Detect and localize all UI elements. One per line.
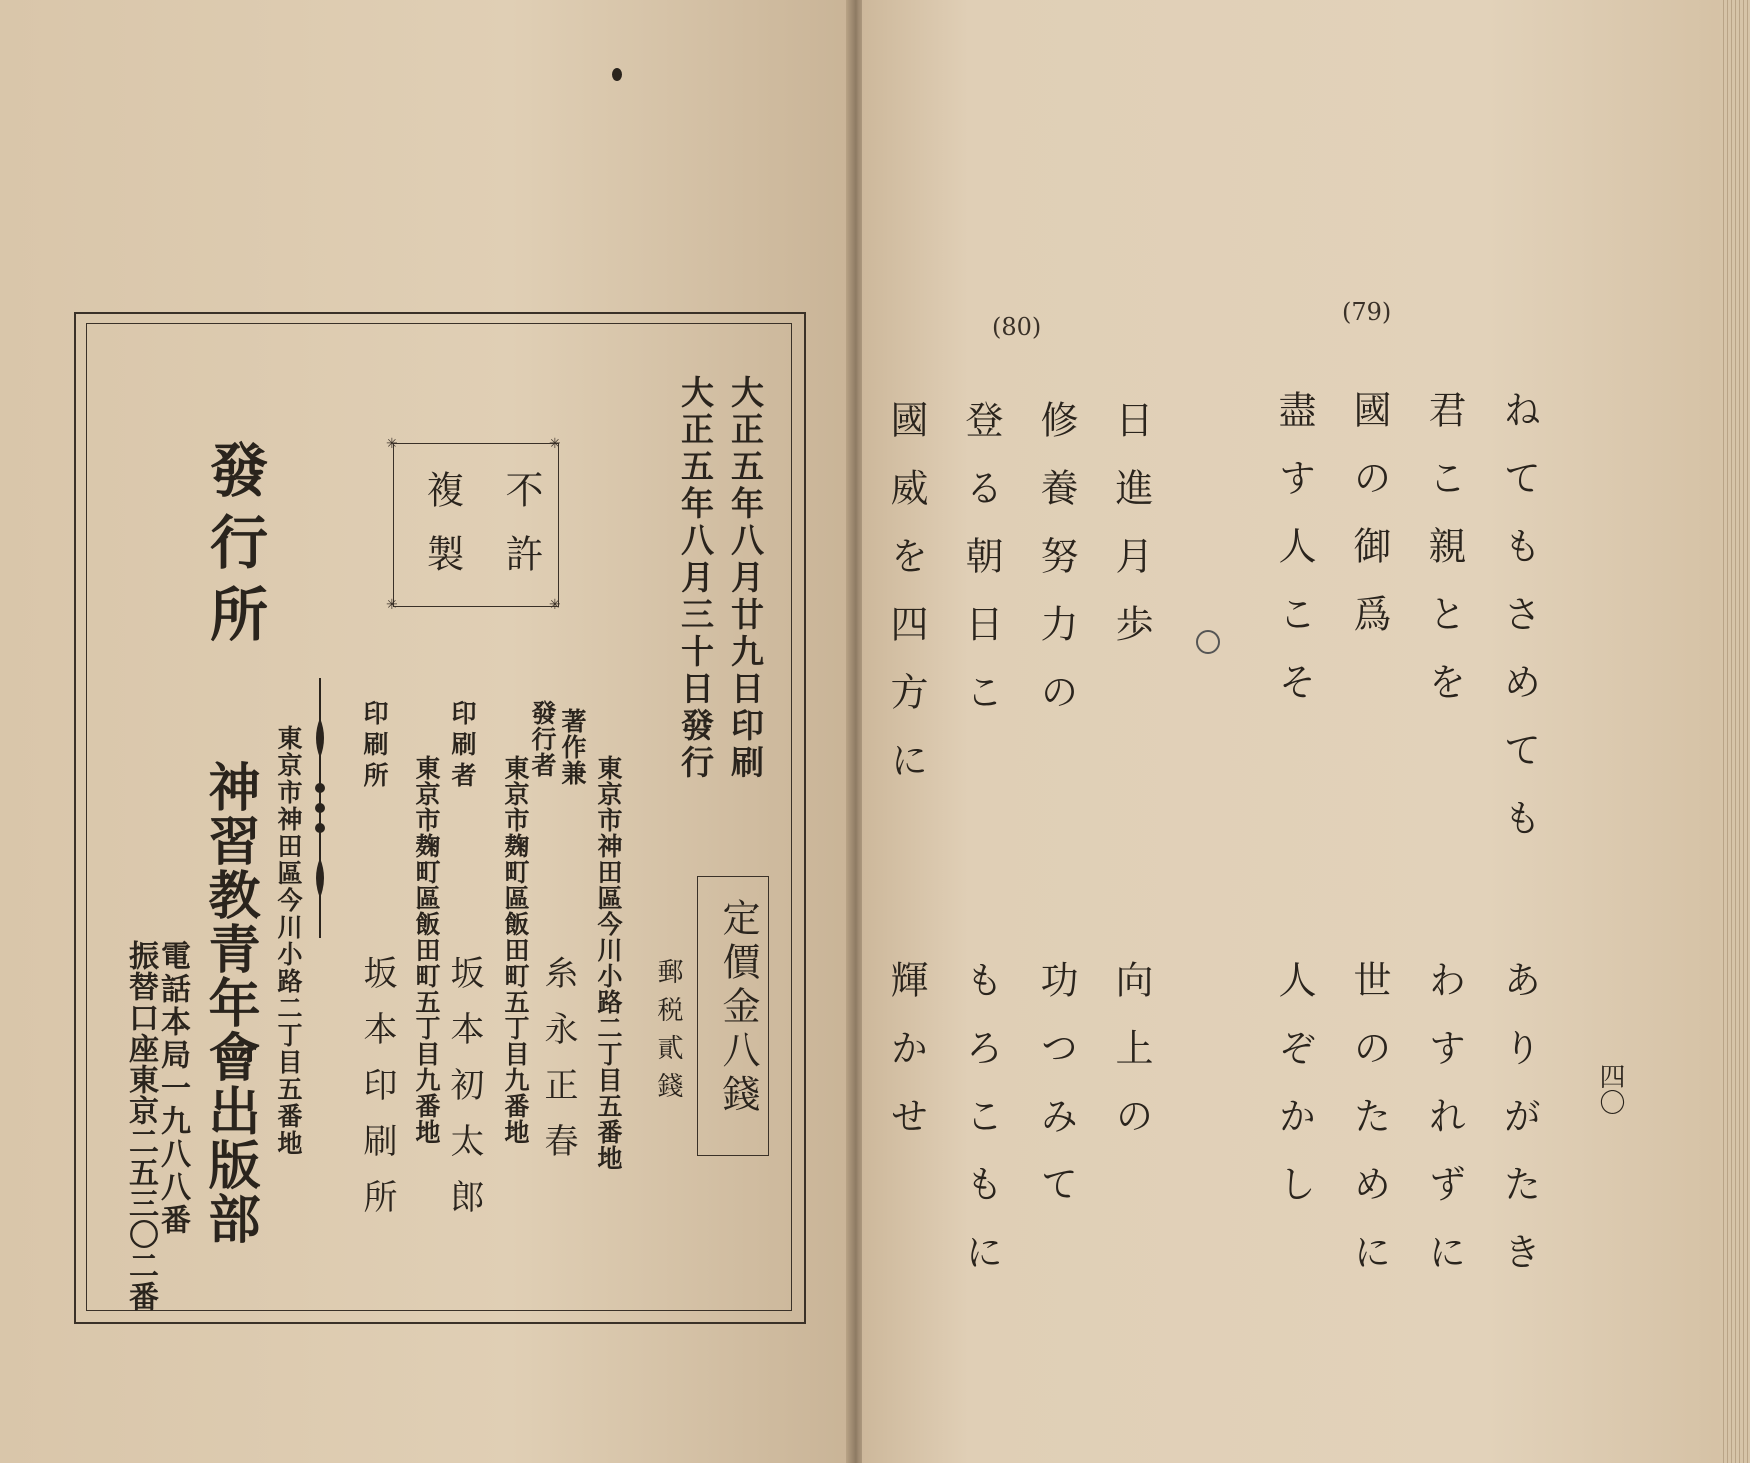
poem80-col1-bottom: 向上の bbox=[1109, 960, 1153, 1164]
publisher-transfer: 振替口座東京二五三〇二番 bbox=[123, 940, 158, 1312]
colophon-page bbox=[0, 0, 852, 1463]
publisher-phone: 電話本局一九八八番 bbox=[155, 940, 190, 1237]
corner-star-icon: ✳ bbox=[386, 597, 398, 613]
poem79-col1-top: ねてもさめても bbox=[1497, 390, 1541, 866]
poem79-col4-bottom: 人ぞかし bbox=[1272, 960, 1316, 1232]
poem80-col1-top: 日進月歩 bbox=[1109, 400, 1153, 672]
print-shop-address: 東京市麹町區飯田町五丁目九番地 bbox=[412, 755, 441, 1145]
page-number-80: (80) bbox=[992, 313, 1042, 341]
copyright-mark-col1: 不許 bbox=[499, 470, 543, 598]
poem80-col3-bottom: もろこもに bbox=[959, 960, 1003, 1300]
poem79-col3-top: 國の御爲 bbox=[1347, 390, 1391, 662]
printer-role: 印刷者 bbox=[448, 700, 477, 793]
poem80-col3-top: 登る朝日こ bbox=[959, 400, 1003, 740]
ink-spot bbox=[612, 68, 622, 81]
corner-star-icon: ✳ bbox=[549, 436, 561, 452]
poem-page bbox=[862, 0, 1750, 1463]
print-date: 大正五年八月廿九日印刷 bbox=[726, 375, 765, 782]
printer-address: 東京市麹町區飯田町五丁目九番地 bbox=[501, 755, 530, 1145]
poem80-col2-top: 修養努力の bbox=[1034, 400, 1078, 740]
publisher-name: 神習教青年會出版部 bbox=[199, 760, 260, 1246]
author-name: 糸永正春 bbox=[538, 955, 578, 1179]
page-number-79: (79) bbox=[1342, 298, 1392, 326]
poem80-col2-bottom: 功つみて bbox=[1034, 960, 1078, 1232]
author-role: 著作兼 bbox=[558, 708, 587, 786]
poem80-col4-top: 國威を四方に bbox=[884, 400, 928, 808]
poem79-col2-bottom: わすれずに bbox=[1422, 960, 1466, 1300]
publisher-heading: 發行所 bbox=[200, 440, 268, 656]
circle-mark-icon bbox=[1196, 630, 1220, 654]
poem79-col2-top: 君こ親とを bbox=[1422, 390, 1466, 730]
folio-number: 四〇 bbox=[1595, 1063, 1625, 1115]
poem80-col4-bottom: 輝かせ bbox=[884, 960, 928, 1164]
printer-name: 坂本初太郎 bbox=[444, 955, 484, 1235]
publisher-address: 東京市神田區今川小路二丁目五番地 bbox=[274, 725, 303, 1157]
author-address: 東京市神田區今川小路二丁目五番地 bbox=[594, 755, 623, 1171]
poem79-col1-bottom: ありがたき bbox=[1497, 960, 1541, 1300]
page-edges bbox=[1720, 0, 1750, 1463]
copyright-mark-col2: 複製 bbox=[420, 470, 464, 598]
publish-date: 大正五年八月三十日發行 bbox=[676, 375, 715, 782]
corner-star-icon: ✳ bbox=[549, 597, 561, 613]
postage-label: 郵税貳錢 bbox=[653, 958, 683, 1110]
print-shop-name: 坂本印刷所 bbox=[357, 955, 397, 1235]
publisher-role: 發行者 bbox=[528, 700, 557, 778]
poem79-col4-top: 盡す人こそ bbox=[1272, 390, 1316, 730]
print-shop-role: 印刷所 bbox=[360, 700, 389, 793]
corner-star-icon: ✳ bbox=[386, 436, 398, 452]
poem79-col3-bottom: 世のために bbox=[1347, 960, 1391, 1300]
price-label: 定價金八錢 bbox=[716, 898, 760, 1118]
ornament-divider-icon bbox=[310, 678, 330, 938]
